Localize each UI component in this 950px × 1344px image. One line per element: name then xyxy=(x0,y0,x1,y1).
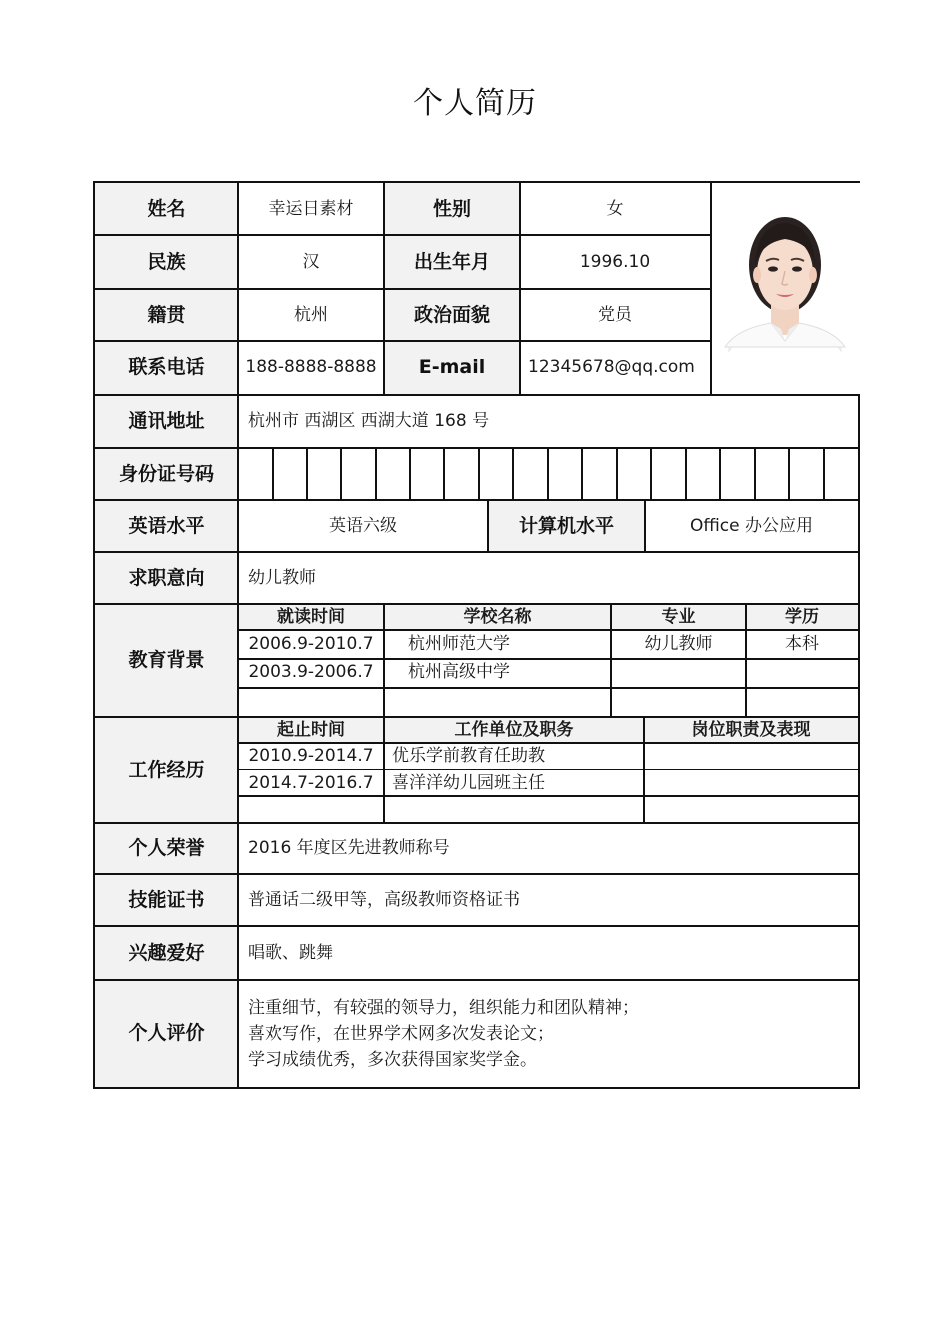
id-cell-divider xyxy=(823,448,825,500)
edu-row-2-major xyxy=(611,658,746,687)
name-value: 幸运日素材 xyxy=(238,183,384,235)
grid-line xyxy=(238,742,858,744)
grid-line xyxy=(643,717,645,823)
id-cell-divider xyxy=(685,448,687,500)
work-row-3-unit xyxy=(384,796,644,823)
id-cell-divider xyxy=(512,448,514,500)
edu-row-1-time: 2006.9-2010.7 xyxy=(238,630,384,658)
grid-line xyxy=(710,183,712,394)
computer-label: 计算机水平 xyxy=(488,500,645,552)
id-cell-divider xyxy=(581,448,583,500)
id-label: 身份证号码 xyxy=(95,448,238,500)
email-label: E-mail xyxy=(384,341,520,394)
english-label: 英语水平 xyxy=(95,500,238,552)
computer-value: Office 办公应用 xyxy=(645,500,858,552)
work-header-time: 起止时间 xyxy=(238,717,384,743)
edu-row-3-time xyxy=(238,687,384,717)
edu-header-major: 专业 xyxy=(611,604,746,630)
photo-frame xyxy=(711,183,860,394)
grid-line xyxy=(238,658,858,660)
work-row-3-duty xyxy=(644,796,858,823)
job-label: 求职意向 xyxy=(95,552,238,604)
evaluation-line-1: 注重细节，有较强的领导力，组织能力和团队精神； xyxy=(248,997,639,1018)
grid-line xyxy=(238,629,858,631)
work-header-unit: 工作单位及职务 xyxy=(384,717,644,743)
political-value: 党员 xyxy=(520,289,710,341)
work-row-2-duty xyxy=(644,770,858,796)
gender-label: 性别 xyxy=(384,183,520,235)
hobby-value: 唱歌、跳舞 xyxy=(238,926,858,980)
edu-row-1-degree: 本科 xyxy=(746,630,858,658)
id-cell-divider xyxy=(754,448,756,500)
work-row-2-time: 2014.7-2016.7 xyxy=(238,770,384,796)
origin-value: 杭州 xyxy=(238,289,384,341)
job-value: 幼儿教师 xyxy=(238,552,858,604)
grid-line xyxy=(238,687,858,689)
grid-line xyxy=(95,551,858,553)
id-cell-divider xyxy=(272,448,274,500)
work-row-1-time: 2010.9-2014.7 xyxy=(238,743,384,770)
phone-value: 188-8888-8888 xyxy=(238,341,384,394)
origin-label: 籍贯 xyxy=(95,289,238,341)
honor-label: 个人荣誉 xyxy=(95,823,238,874)
ethnic-value: 汉 xyxy=(238,235,384,289)
honor-value: 2016 年度区先进教师称号 xyxy=(238,823,858,874)
evaluation-label: 个人评价 xyxy=(95,980,238,1087)
work-row-3-time xyxy=(238,796,384,823)
grid-line xyxy=(487,500,489,552)
avatar xyxy=(711,183,860,394)
page-title: 个人简历 xyxy=(413,86,537,121)
grid-line xyxy=(95,340,711,342)
birth-value: 1996.10 xyxy=(520,235,710,289)
evaluation-line-3: 学习成绩优秀，多次获得国家奖学金。 xyxy=(248,1049,537,1070)
birth-label: 出生年月 xyxy=(384,235,520,289)
edu-header-degree: 学历 xyxy=(746,604,858,630)
id-cell-divider xyxy=(409,448,411,500)
email-value: 12345678@qq.com xyxy=(520,341,710,394)
work-row-1-duty xyxy=(644,743,858,770)
cert-label: 技能证书 xyxy=(95,874,238,926)
edu-row-2-time: 2003.9-2006.7 xyxy=(238,658,384,687)
grid-line xyxy=(95,288,711,290)
grid-line xyxy=(745,604,747,717)
id-cell-divider xyxy=(375,448,377,500)
edu-row-3-degree xyxy=(746,687,858,717)
edu-row-3-major xyxy=(611,687,746,717)
education-label: 教育背景 xyxy=(95,604,238,717)
grid-line xyxy=(238,769,858,770)
id-cell-divider xyxy=(616,448,618,500)
id-cell-divider xyxy=(650,448,652,500)
grid-line xyxy=(95,873,858,875)
grid-line xyxy=(519,183,521,394)
grid-line xyxy=(238,795,858,797)
edu-header-school: 学校名称 xyxy=(384,604,611,630)
grid-line xyxy=(95,925,858,927)
id-cell-divider xyxy=(547,448,549,500)
edu-row-3-school xyxy=(384,687,611,717)
grid-line xyxy=(95,716,858,718)
grid-line xyxy=(237,183,239,1087)
political-label: 政治面貌 xyxy=(384,289,520,341)
work-row-1-unit: 优乐学前教育任助教 xyxy=(384,743,644,770)
work-header-duty: 岗位职责及表现 xyxy=(644,717,858,743)
hobby-label: 兴趣爱好 xyxy=(95,926,238,980)
grid-line xyxy=(95,499,858,501)
id-cell-divider xyxy=(443,448,445,500)
id-cell-divider xyxy=(478,448,480,500)
phone-label: 联系电话 xyxy=(95,341,238,394)
ethnic-label: 民族 xyxy=(95,235,238,289)
grid-line xyxy=(644,500,646,552)
grid-line xyxy=(95,394,858,396)
cert-value: 普通话二级甲等，高级教师资格证书 xyxy=(238,874,858,926)
edu-row-1-major: 幼儿教师 xyxy=(611,630,746,658)
edu-row-2-degree xyxy=(746,658,858,687)
id-cell-divider xyxy=(719,448,721,500)
grid-line xyxy=(383,604,385,717)
grid-line xyxy=(95,234,711,236)
id-cell-divider xyxy=(340,448,342,500)
address-label: 通讯地址 xyxy=(95,394,238,448)
edu-header-time: 就读时间 xyxy=(238,604,384,630)
evaluation-line-2: 喜欢写作，在世界学术网多次发表论文； xyxy=(248,1023,554,1044)
id-cell-divider xyxy=(788,448,790,500)
gender-value: 女 xyxy=(520,183,710,235)
grid-line xyxy=(95,603,858,605)
grid-line xyxy=(95,979,858,981)
address-value: 杭州市 西湖区 西湖大道 168 号 xyxy=(238,394,858,448)
grid-line xyxy=(95,447,858,449)
id-cell-divider xyxy=(306,448,308,500)
edu-row-1-school: 杭州师范大学 xyxy=(384,630,611,658)
name-label: 姓名 xyxy=(95,183,238,235)
grid-line xyxy=(610,604,612,717)
grid-line xyxy=(95,822,858,824)
work-row-2-unit: 喜洋洋幼儿园班主任 xyxy=(384,770,644,796)
work-label: 工作经历 xyxy=(95,717,238,823)
edu-row-2-school: 杭州高级中学 xyxy=(384,658,611,687)
grid-line xyxy=(383,717,385,823)
evaluation-text xyxy=(238,980,858,1087)
grid-line xyxy=(383,183,385,394)
resume-table xyxy=(93,181,860,1089)
english-value: 英语六级 xyxy=(238,500,488,552)
